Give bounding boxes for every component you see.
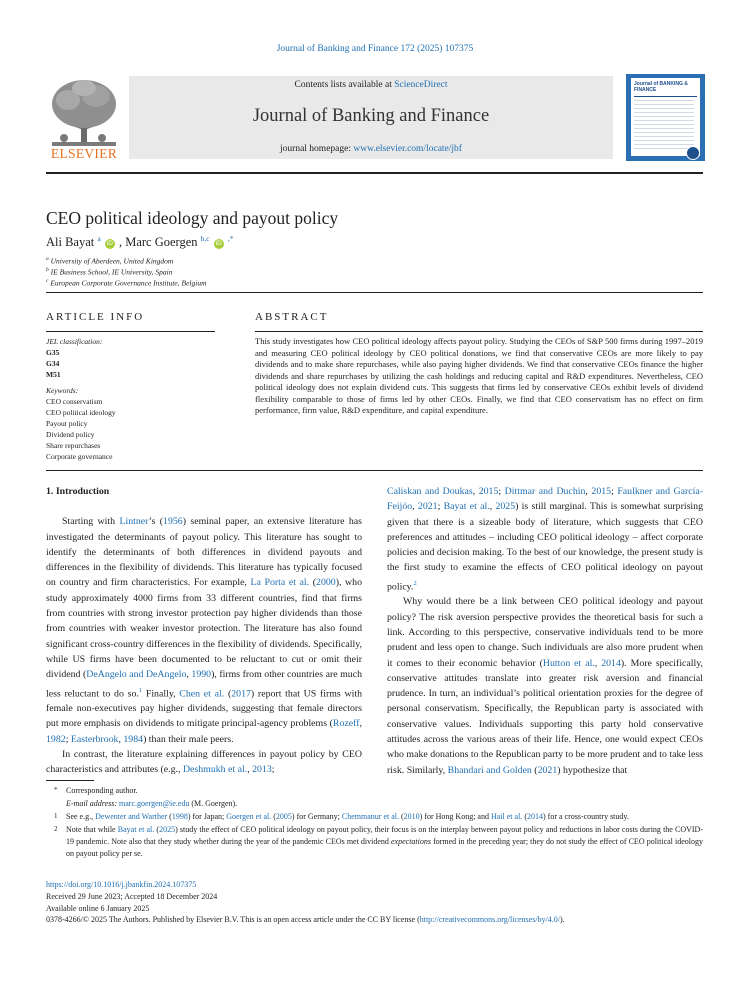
citation-link[interactable]: 2021 [537, 764, 558, 776]
footnote-mark: 2 [54, 825, 58, 833]
body-column-right [387, 484, 703, 778]
sciencedirect-link[interactable]: ScienceDirect [394, 80, 448, 90]
cover-panel [631, 78, 700, 156]
citation-link[interactable]: 2021 [417, 501, 438, 513]
footnote: 1 See e.g., Dewenter and Warther (1998) for Japan; Goergen et al. (2005) for Germany; Chemmanur et al. (2010) for Hong Kong; and Hail et al. (2014) for a cross-country study. [54, 812, 629, 821]
citation-link[interactable]: Dittmar and Duchin [504, 486, 586, 497]
received-dates: Received 29 June 2023; Accepted 18 December 2024 [46, 891, 218, 901]
author-name: Ali Bayat [46, 235, 95, 250]
citation-link[interactable]: Goergen et al. [226, 812, 272, 821]
header-rule [46, 172, 703, 174]
journal-banner [129, 76, 613, 159]
paragraph: Caliskan and Doukas, 2015; Dittmar and Duchin, 2015; Faulkner and García-Feijóo, 2021; Bayat et al., 2025) is still marginal. This is somewhat surprising given that there is a sizeable body of literature, which suggests that CEO preferences and attitudes – including CEO political ideology – affect corporate policies and decision making. To the best of our knowledge, the present study is the first study to examine the effects of CEO political ideology on payout policy.$^2$ [387, 486, 704, 593]
citation-link[interactable]: 1956 [163, 516, 183, 528]
citation-link[interactable]: Bayat et al. [443, 501, 490, 513]
citation-link[interactable]: Deshmukh et al. [182, 764, 248, 776]
article-info-heading: ARTICLE INFO [46, 311, 145, 323]
article-info-list [46, 336, 216, 462]
citation-link[interactable]: Bhandari and Golden [447, 764, 532, 776]
footnote-ref[interactable]: 2 [413, 579, 417, 587]
citation-link[interactable]: 2025 [159, 825, 176, 834]
journal-reference[interactable]: Journal of Banking and Finance 172 (2025) 107375 [276, 44, 474, 54]
abstract-text: This study investigates how CEO political ideology affects payout policy. Studying the CEOs of S&P 500 firms during 1997–2019 and measuring CEO political ideology by CEO political donations, we find that conservative CEOs are more likely to pay dividends and to make share repurchases, while also paying higher dividends. We find that conservative CEOs finance the higher dividends and share repurchases by utilizing the cash holdings and reducing capital and R&D expenditures. Nevertheless, CEO political ideology does not explain dividend cuts. This suggests that firms led by conservative CEOs exhibit levels of dividend flexibility comparable to those of firms led by other CEOs. Finally, we find that CEO conservatism has no effect on firm performance, firm value, R&D expenditure, and capital expenditure. [255, 336, 703, 415]
orcid-icon[interactable]: iD [215, 240, 222, 248]
citation-link[interactable]: La Porta et al. [250, 577, 310, 589]
body-rule [46, 470, 703, 471]
contents-prefix: Contents lists available at [294, 80, 395, 90]
author-affil-mark[interactable]: a [97, 234, 101, 243]
citation-link[interactable]: 1990 [191, 669, 212, 681]
email-label: E-mail address: [66, 799, 118, 808]
citation-link[interactable]: 2025 [495, 501, 516, 513]
abstract-rule [255, 331, 703, 332]
affiliation-text: European Corporate Governance Institute, Belgium [50, 278, 207, 288]
email-link[interactable]: marc.goergen@ie.edu [119, 799, 190, 808]
paragraph: In contrast, the literature explaining differences in payout policy by CEO characteristics and attributes (e.g., Deshmukh et al., 2013; [46, 749, 362, 776]
elsevier-wordmark: ELSEVIER [50, 146, 118, 161]
keyword: Share repurchases [46, 441, 101, 450]
citation-link[interactable]: 1984 [123, 733, 144, 745]
citation-link[interactable]: Easterbrook [70, 733, 119, 745]
citation-link[interactable]: DeAngelo and DeAngelo [86, 669, 187, 681]
license-line: 0378-4266/© 2025 The Authors. Published by Elsevier B.V. This is an open access article under the CC BY license (http://creativecommons.org/licenses/by/4.0/). [46, 915, 565, 925]
footnote: 2 Note that while Bayat et al. (2025) study the effect of CEO political ideology on payout policy, their focus is on the interplay between payout policy and reductions in labor costs during the COVID-19 pandemic. Note also that they study whether during the year of the pandemic CEOs met dividend expectations formed in the preceding year; they do not study the effect of CEO political ideology on payout policy per se. [54, 825, 703, 858]
journal-title: Journal of Banking and Finance [252, 106, 490, 126]
body-column-left [46, 484, 362, 778]
keywords-label: Keywords: [46, 386, 79, 395]
citation-link[interactable]: Bayat et al. [117, 825, 155, 834]
author-line [46, 234, 234, 250]
citation-link[interactable]: 2014 [526, 812, 543, 821]
affiliation [46, 278, 206, 288]
citation-link[interactable]: Hutton et al. [542, 657, 595, 669]
footnote-ref[interactable]: 1 [138, 686, 143, 694]
footnotes [46, 785, 703, 861]
affiliation-text: IE Business School, IE University, Spain [50, 267, 173, 277]
homepage-prefix: journal homepage: [280, 144, 354, 154]
author-separator: , [118, 235, 126, 250]
orcid-icon[interactable]: iD [106, 240, 113, 248]
citation-link[interactable]: 2000 [316, 577, 336, 589]
jel-label: JEL classification: [46, 337, 103, 346]
keyword: Payout policy [46, 419, 88, 428]
paragraph: Why would there be a link between CEO political ideology and payout policy? The risk aversion perspective provides the theoretical basis for such a link. According to this perspective, conservative individuals tend to be more prudent and less open to change. Such individuals are also more prudent when it comes to their economic behavior (Hutton et al., 2014). More specifically, conservative attitudes translate into greater risk aversion and financial prudence. In turn, an individual’s political orientation proxies for the degree of personal conservatism. Specifically, the Republican party is associated with conservative values. Individuals supporting this party hold conservative attitudes across the various areas of their life. Hence, one would expect CEOs who make donations to the Republican party to be more prudent and to take less risk. Similarly, Bhandari and Golden (2021) hypothesize that [387, 596, 704, 776]
section-heading: 1. Introduction [46, 486, 110, 497]
citation-link[interactable]: Faulkner and García-Feijóo [387, 486, 704, 513]
homepage-link[interactable]: www.elsevier.com/locate/jbf [353, 144, 462, 154]
citation-link[interactable]: 2013 [252, 764, 272, 776]
keyword: Dividend policy [46, 430, 95, 439]
footnote-mark: 1 [54, 812, 58, 820]
citation-link[interactable]: Chen et al. [179, 687, 225, 699]
paragraph: Starting with Lintner’s (1956) seminal paper, an extensive literature has investigated the determinants of payout policy. This literature has sought to identify the determinants of both differences in dividend payouts and differences in the flexibility of dividends. This literature has typically focused on country and firm characteristics. For example, La Porta et al. (2000), who study approximately 4000 firms from 33 different countries, find that firms from countries with strong investor protection pay higher dividends than those from countries with weaker investor protection. The literature has also found significant cross-country differences in the flexibility of dividends. Specifically, while US firms have been documented to be reluctant to cut or omit their dividend (DeAngelo and DeAngelo, 1990), firms from other countries are much less reluctant to do so.$^1$ Finally, Chen et al. (2017) report that US firms with female non-executives pay higher dividends, suggesting that female directors put more emphasis on dividends to mitigate principal-agency problems (Rozeff, 1982; Easterbrook, 1984) than their male peers. [46, 516, 362, 745]
footnote-mark: * [54, 786, 58, 794]
contents-line [129, 80, 613, 90]
footnote-corresponding: * Corresponding author. [54, 786, 138, 795]
citation-link[interactable]: Chemmanur et al. [341, 812, 399, 821]
cover-title: Journal of BANKING & FINANCE [634, 81, 688, 93]
elsevier-logo[interactable] [46, 74, 122, 164]
footnote-email: E-mail address: marc.goergen@ie.edu (M. Goergen). [66, 799, 238, 808]
license-link[interactable]: http://creativecommons.org/licenses/by/4.0/ [419, 915, 561, 925]
citation-link[interactable]: 1982 [46, 733, 66, 745]
jel-code: G34 [46, 359, 60, 368]
citation-link[interactable]: 1998 [171, 812, 188, 821]
citation-link[interactable]: Dewenter and Warther [95, 812, 168, 821]
citation-link[interactable]: Hail et al. [490, 812, 523, 821]
citation-link[interactable]: 2010 [403, 812, 420, 821]
citation-link[interactable]: 2014 [601, 657, 621, 669]
author-affil-mark[interactable]: b,c [200, 234, 210, 243]
affiliation-text: University of Aberdeen, United Kingdom [50, 256, 174, 266]
citation-link[interactable]: Lintner [119, 516, 149, 528]
affiliation-mark: a [46, 256, 49, 262]
abstract-heading: ABSTRACT [255, 311, 329, 323]
citation-link[interactable]: 2005 [275, 812, 292, 821]
jel-code: M51 [46, 370, 61, 379]
article-footer [46, 879, 703, 926]
title-rule [46, 292, 703, 293]
affiliation [46, 267, 172, 277]
keyword: CEO political ideology [46, 408, 116, 417]
jel-code: G35 [46, 348, 60, 357]
affiliation-mark: b [46, 267, 49, 273]
cover-divider [634, 96, 697, 97]
footnote-rule [46, 780, 94, 781]
keyword: Corporate governance [46, 452, 113, 461]
cover-badge-icon [686, 146, 700, 160]
available-date: Available online 6 January 2025 [46, 903, 150, 913]
journal-header [46, 74, 705, 164]
doi-link[interactable]: https://doi.org/10.1016/j.jbankfin.2024.107375 [46, 880, 197, 889]
author-name: Marc Goergen [125, 235, 198, 250]
article-title: CEO political ideology and payout policy [46, 208, 339, 228]
article-info-rule [46, 331, 215, 332]
citation-link[interactable]: 2015 [478, 486, 499, 497]
cover-lines [634, 100, 694, 150]
homepage-line [129, 144, 613, 154]
citation-link[interactable]: Rozeff [332, 718, 360, 730]
journal-cover-image[interactable] [626, 74, 705, 161]
keyword: CEO conservatism [46, 397, 103, 406]
affiliation-mark: c [46, 278, 49, 284]
citation-link[interactable]: 2015 [591, 486, 612, 497]
citation-link[interactable]: Caliskan and Doukas [387, 486, 473, 497]
citation-link[interactable]: 2017 [231, 687, 251, 699]
affiliation [46, 256, 173, 266]
corresponding-author-mark[interactable]: ,* [227, 234, 234, 243]
